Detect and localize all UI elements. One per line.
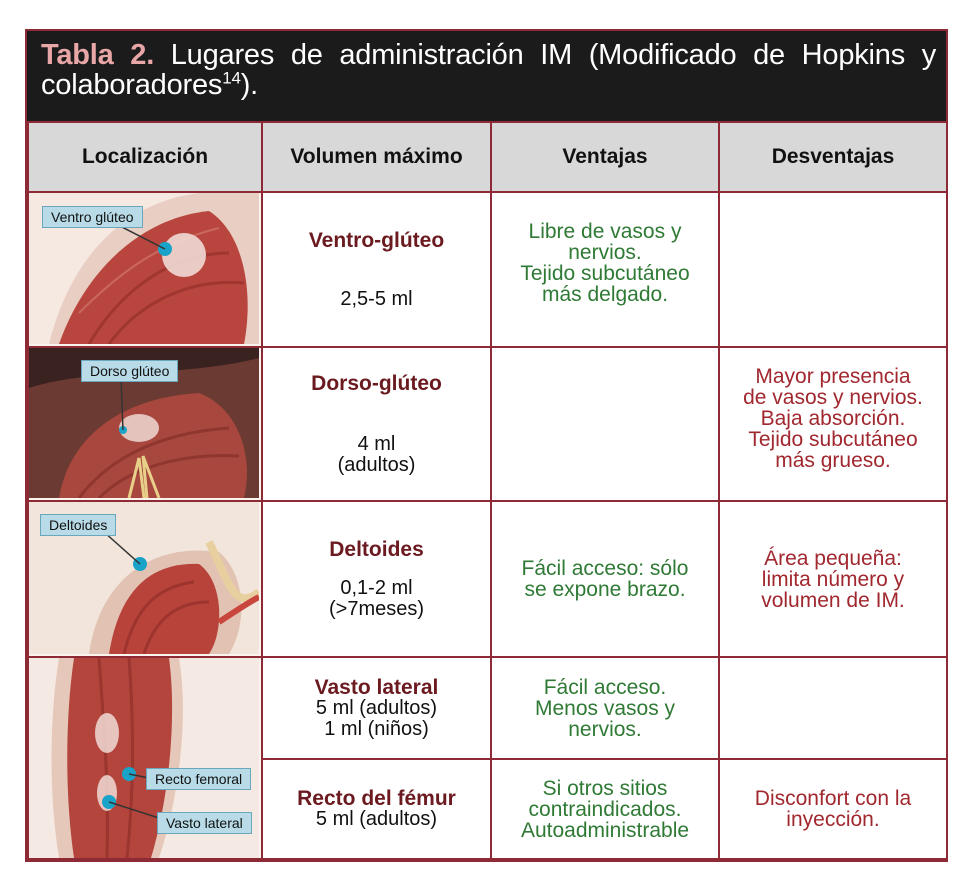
advantage-line: nervios. xyxy=(568,241,642,264)
disadvantages-cell xyxy=(719,501,947,657)
volume-cell xyxy=(262,759,491,859)
header-localizacion: Localización xyxy=(28,122,262,192)
volume-line: 5 ml (adultos) xyxy=(315,808,438,830)
table-frame xyxy=(25,29,948,862)
header-row xyxy=(28,122,947,192)
disadvantage-line: Área pequeña: xyxy=(764,546,902,570)
table-title xyxy=(41,40,936,100)
volume-cell xyxy=(262,192,491,347)
site-name: Ventro-glúteo xyxy=(308,228,445,252)
disadvantage-line: limita número y xyxy=(761,567,905,591)
advantage-line: Fácil acceso. xyxy=(543,675,667,699)
table-row xyxy=(28,347,947,501)
image-deltoides xyxy=(28,501,262,657)
image-muslo xyxy=(28,657,262,859)
volume-line: (>7meses) xyxy=(328,597,425,620)
callout-recto-femoral: Recto femoral xyxy=(146,768,251,790)
advantage-line: Autoadministrable xyxy=(520,818,690,842)
advantages-cell xyxy=(491,192,719,347)
disadvantages-cell xyxy=(719,759,947,859)
advantage-line: contraindicados. xyxy=(528,797,682,821)
disadvantages-cell-empty xyxy=(719,657,947,759)
im-sites-table xyxy=(27,121,948,860)
volume-line: 5 ml (adultos) xyxy=(315,696,438,719)
site-name: Dorso-glúteo xyxy=(311,371,442,395)
advantage-line: Menos vasos y xyxy=(534,696,676,720)
disadvantages-cell-empty xyxy=(719,192,947,347)
image-dorso-gluteo xyxy=(28,347,262,501)
table-row xyxy=(28,657,947,759)
volume-line: (adultos) xyxy=(337,453,416,476)
advantage-line: se expone brazo. xyxy=(524,578,686,601)
caption-tail: ). xyxy=(240,69,259,101)
volume-line: 4 ml xyxy=(357,432,396,455)
volume-cell xyxy=(262,347,491,501)
disadvantages-cell xyxy=(719,347,947,501)
header-desventajas: Desventajas xyxy=(719,122,947,192)
disadvantage-line: inyección. xyxy=(786,808,880,831)
image-ventro-gluteo xyxy=(28,192,262,347)
advantages-cell xyxy=(491,501,719,657)
volume-line: 2,5-5 ml xyxy=(340,287,413,310)
callout-deltoides: Deltoides xyxy=(40,514,116,536)
site-name: Vasto lateral xyxy=(314,675,439,699)
volume-cell xyxy=(262,657,491,759)
table-label: Tabla 2. xyxy=(41,39,155,71)
disadvantage-line: de vasos y nervios. xyxy=(743,386,923,409)
disadvantage-line: más grueso. xyxy=(775,449,891,472)
header-volumen: Volumen máximo xyxy=(262,122,491,192)
header-ventajas: Ventajas xyxy=(491,122,719,192)
table-row xyxy=(28,501,947,657)
advantage-line: Fácil acceso: sólo xyxy=(521,557,689,580)
disadvantage-line: volumen de IM. xyxy=(761,588,905,612)
table-caption: Lugares de administración IM (Modificado de Hopkins y colaboradores xyxy=(41,39,937,101)
volume-line: 0,1-2 ml xyxy=(340,576,413,599)
callout-vasto-lateral: Vasto lateral xyxy=(157,812,252,834)
site-name: Deltoides xyxy=(329,537,424,561)
advantages-cell-empty xyxy=(491,347,719,501)
callout-ventro-gluteo: Ventro glúteo xyxy=(42,206,143,228)
advantage-line: Libre de vasos y xyxy=(528,220,682,243)
advantage-line: Si otros sitios xyxy=(542,776,668,800)
advantage-line: nervios. xyxy=(568,717,642,741)
disadvantage-line: Tejido subcutáneo xyxy=(748,428,918,451)
reference-number: 14 xyxy=(222,68,241,88)
disadvantage-line: Baja absorción. xyxy=(760,407,906,430)
advantage-line: más delgado. xyxy=(541,283,669,306)
volume-line: 1 ml (niños) xyxy=(324,717,429,740)
disadvantage-line: Mayor presencia xyxy=(755,365,911,388)
title-bar xyxy=(27,31,946,121)
volume-cell xyxy=(262,501,491,657)
site-name: Recto del fémur xyxy=(297,787,456,810)
advantage-line: Tejido subcutáneo xyxy=(520,262,690,285)
callout-dorso-gluteo: Dorso glúteo xyxy=(81,360,178,382)
disadvantage-line: Disconfort con la xyxy=(754,787,912,810)
advantages-cell xyxy=(491,759,719,859)
advantages-cell xyxy=(491,657,719,759)
table-row xyxy=(28,192,947,347)
